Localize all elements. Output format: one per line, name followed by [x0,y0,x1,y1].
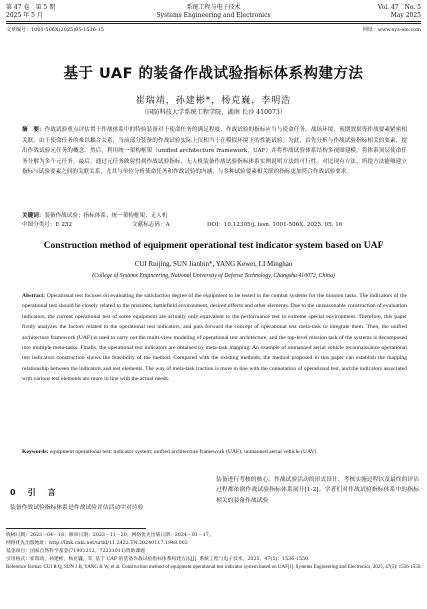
vol-issue-en: Vol. 47 No. 5 [377,4,421,11]
date-cn: 2025 年 5 月 [6,11,43,19]
keywords-cn-text: 装备作战试验；指标体系；统一架构框架；无人机 [44,213,168,219]
affiliation-en: (College of Systems Engineering, National University of Defense Technology, Changsha 410073, China) [92,273,335,279]
keywords-cn [22,212,407,220]
clc-number: 中图分类号：E 252 [22,222,73,228]
section-heading-introduction: 0 引 言 [10,488,58,497]
date-en: May 2025 [390,11,421,19]
header-right [378,4,421,19]
header-rule [6,21,421,22]
body-column-right: 装备进行考核的核心。作战试验活动的形式设计、考核实施过程以及最终的评估过程都依据作战试验指标体系展开[1-2]。学者们对作战试验指标体系中的指标相关的装备作战试验 [216,477,419,504]
authors-en: CUI Ruijing, SUN Jianbin*, YANG Kewei, LI Minghao [134,260,293,268]
header-rule-thin [6,23,421,24]
keywords-cn-label: 关键词： [22,213,45,219]
journal-cn: 系统工程与电子技术 [186,4,241,11]
footnote-citation-cn: 引用格式：崔瑞靖，孙建彬，杨克巍，等. 基于 UAF 的装备作战试验指标体系构建方法[J]. 系统工程与电子技术，2025，47(5)：1536-1550. [6,556,310,562]
footnote-fund: 基金项目：国家自然科学基金(71901212，72231011)资助课题 [6,548,145,554]
journal-url[interactable]: 网址：www.sys-ele.com [362,27,421,33]
abstract-cn [22,125,407,178]
classification-line [22,220,407,228]
footnote-rule [6,528,146,529]
paper-title-en: Construction method of equipment operational test indicator system based on UAF [43,240,384,251]
article-id-line [6,26,421,33]
keywords-en [22,447,407,457]
header-center [6,4,421,19]
body-column-left: 装备作战试验指标体系是作战试验评估活动中对待验 [10,505,144,511]
abstract-cn-text: 作战试验重点评估置于作战体系中的特验装备对于使命任务的满足程度，作战试验的指标应当与使命任务、战场环境、预期效果等作战要素紧密相关联。由于使命任务的难以耦合关系，当前部分装备的作战试验实际上仅相当于在模拟环境下的性能试验。为此，首先分析与作战试验指标相关的要素，提出作战试验元任务的概念。然后，利用统一架构框架（unified architecture framework，UAF）并将作战试验体系结构多视图建模，将体系顶层使命任务分解为多个元任务。最后，通过元任务映射得到作战试验指标，无人机装备作战试验指标体系实例说明方法的可行性。对比现有方法，所提方法能够建立指标与试验要素之间的关联关系，尤其与单位分析使命任务和作战试验的内涵，与多种试验要素相关联的指标更加符合作战试验要求。 [22,127,407,176]
footnotes [6,532,423,572]
abstract-cn-label: 摘 要： [22,127,45,133]
journal-en: Systems Engineering and Electronics [156,11,271,19]
document-code: 文献标志码：A [132,222,170,228]
authors-cn: 崔瑞靖，孙建彬*，杨克巍，李明浩 [135,96,292,106]
article-id: 文章编号：1001-506X(2025)05-1536-15 [6,27,104,33]
footnote-citation-en: Reference format: CUI R Q, SUN J B, YANG K W, et al. Construction method of equipment operational test indicator system based on UAF[J]. Systems Engineering and Electronics, 2025, 47(5): 1536-1550. [6,564,422,570]
footnote-received: 收稿日期：2023－04－18；修回日期：2023－11－20；网络优先出版日期：2024－01－17。 [6,533,214,538]
doi[interactable]: DOI：10.12305/j. issn. 1001-506X. 2025. 05. 16 [207,222,343,228]
footnote-online[interactable]: 网络优先出版地址：http://link.cnki.net/urlid/11.2422.TN.20240117.1948.002 [6,540,188,546]
abstract-en-label: Abstract: [22,293,46,299]
abstract-en [22,291,407,385]
keywords-en-text: equipment operational test; indicator system; unified architecture framework (UAF); unmanned aerial vehicle (UAV) [49,449,317,455]
vol-issue-cn: 第 47 卷 第 5 期 [6,4,56,11]
affiliation-cn: （国防科技大学系统工程学院，湖南 长沙 410073） [140,109,287,116]
abstract-en-text: Operational test focuses on evaluating the satisfaction degree of the equipment to be tested in the combat systems for the mission tasks. The indicators of the operational test should be closely related to the missions, battlefield environment, desired effects and other elements. Due to the unreasonable construction of evaluation indicators, the current operational test of some equipment are actually only equivalent to the performance test in extreme special environment. Therefore, this paper firstly analyzes the factors related to the operational test indicators, and puts forward the concept of operational test meta-task to integrate them. Then, the unified architecture framework (UAF) is used to carry out the multi-view modeling of operational test architecture, and the top-level mission task of the systems is decomposed into multiple meta-tasks. Finally, the operational test indicators are obtained by meta-task mapping. An example of unmanned aerial vehicle reconnaissance operational test indicators construction shows the feasibility of the method. Compared with the existing methods, the method proposed in this paper can establish the mapping relationship between the indicators and test elements. The way of meta-task traction is more in line with the connotation of operational test, and the indicators associated with various test elements are more in line with the actual needs. [22,293,407,383]
keywords-en-label: Keywords: [22,449,49,455]
paper-title-cn: 基于 UAF 的装备作战试验指标体系构建方法 [63,66,364,82]
